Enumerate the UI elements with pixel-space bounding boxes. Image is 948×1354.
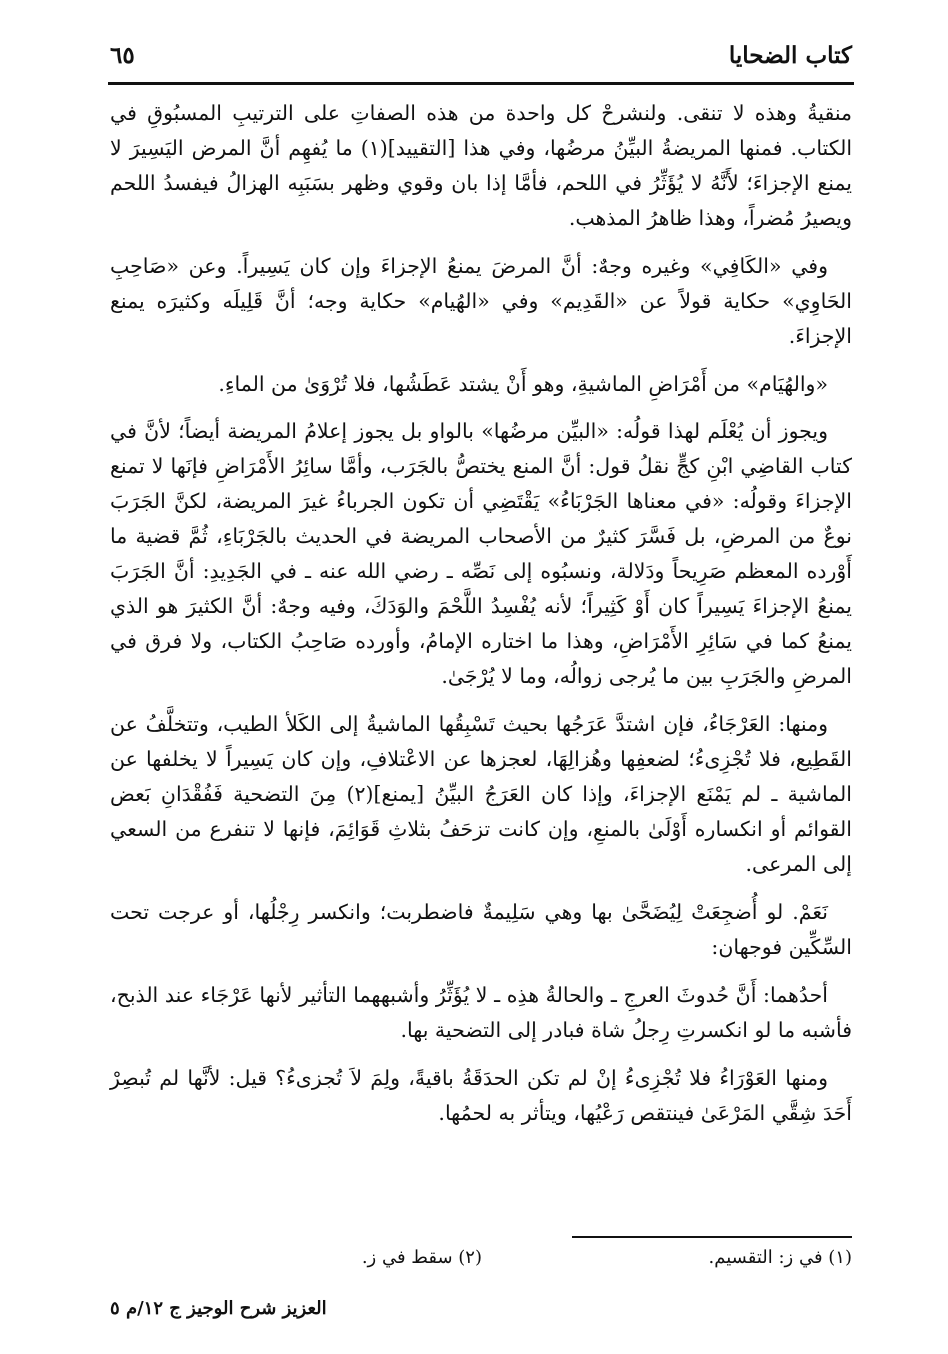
footnotes — [110, 1247, 852, 1277]
page-number: ٦٥ — [110, 42, 135, 69]
running-title: كتاب الضحايا — [728, 42, 852, 69]
main-text — [110, 96, 852, 1144]
paragraph-1: منقيةُ وهذه لا تنقى. ولنشرحْ كل واحدة من هذه الصفاتِ على الترتيبِ المسبُوقِ في الكتاب. فمنها المريضةُ البيِّنُ مرضُها، وفي هذا [التقييد](١) ما يُفهِم أنَّ المرض اليَسِيرَ لا يمنع الإجزاءَ؛ لأَنَّهُ لا يُؤَثِّرُ في اللحم، فأمَّا إذا بان وقوي وظهر بسَبَبِه الهزالُ فيفسدُ اللحم ويصيرُ مُضراً، وهذا ظاهرُ المذهب. — [110, 101, 853, 230]
footnote-rule — [572, 1236, 852, 1238]
header-rule — [108, 82, 854, 85]
footnote-2: (٢) سقط في ز. — [361, 1247, 482, 1268]
paragraph-6: نَعَمْ. لو أُضجِعَتْ لِيُضَحَّىٰ بها وهي سَلِيمةٌ فاضطربت؛ وانكسر رِجْلُها، أو عرجت تحت السِّكِّين فوجهان: — [110, 900, 852, 959]
paragraph-7: أحدُهما: أَنَّ حُدوثَ العرجِ ـ والحالةُ هذِه ـ لا يُؤَثِّرُ وأشبههما التأثير لأنها عَرْجَاء عند الذبح، فأشبه ما لو انكسرتِ رِجلُ شاة فبادر إلى التضحية بها. — [110, 983, 852, 1042]
page-footer: العزيز شرح الوجيز ج ١٢/م ٥ — [110, 1298, 327, 1319]
paragraph-5: ومنها: العَرْجَاءُ، فإن اشتدَّ عَرَجُها بحيث تَسْبِقُها الماشيةُ إلى الكَلأ الطيب، وتتخلَّفُ عن القَطِيع، فلا تُجْزِىءُ؛ لضعفِها وهُزالِهَا، لعجزها عن الاعْتلافِ، وإن كان يَسِيراً لا يخلفها عن الماشية ـ لم يَمْنَع الإجزاءَ، وإذا كان العَرَجُ البيِّنُ [يمنع](٢) مِنَ التضحية فَفُقْدَانِ بَعض القوائم أو انكساره أَوْلَىٰ بالمنعِ، وإن كانت تزحَفُ بثلاثِ قَوَائِمَ، فإنها لا تنفرع من السعي إلى المرعى. — [110, 712, 852, 876]
paragraph-4: ويجوز أن يُعْلَم لهذا قولُه: «البيِّن مرضُها» بالواو بل يجوز إعلامُ المريضة أيضاً؛ لأنَّ في كتاب القاضِي ابْنِ كجٍّ نقلُ قول: أنَّ المنع يختصُّ بالجَرَب، وأمَّا سائِرُ الأَمْرَاضِ فإنَها لا تمنع الإجزاءَ وقولُه: «في معناها الجَرْبَاءُ» يَقْتَضِي أن تكون الجرباءُ غيرَ المريضة، لكنَّ الجَرَبَ نوعٌ من المرضِ، بل فَسَّرَ كثيرٌ من الأصحاب المريضة في الحديث بالجَرْبَاءِ، ثُمَّ قضية ما أَوْرده المعظم صَرِيحاً ودَلالة، ونسبُوه إلى نَصِّه ـ رضي الله عنه ـ في الجَدِيدِ: أنَّ الجَرَبَ يمنعُ الإجزاءَ يَسِيراً كان أَوْ كَثِيراً؛ لأنه يُفْسِدُ اللَّحْمَ والوَدَكَ، وفيه وجهٌ: أنَّ الكثيرَ هو الذي يمنعُ كما في سَائِرِ الأَمْرَاضِ، وهذا ما اختاره الإمامُ، وأورده صَاحِبُ الكتاب، ولا فرق في المرضِ والجَرَبِ بين ما يُرجى زوالُه، وما لا يُرْجَىٰ. — [110, 419, 852, 688]
footnote-1: (١) في ز: التقسيم. — [708, 1247, 852, 1268]
page-header — [110, 38, 852, 78]
paragraph-8: ومنها العَوْرَاءُ فلا تُجْزِىءُ إنْ لم تكن الحدَقَةُ باقيةً، ولِمَ لاَ تُجزىءُ؟ قيل: لأنَّها لم تُبصِرْ أَحَدَ شِقَّي المَرْعَىٰ فينتقص رَعْيُها، ويتأثر به لحمُها. — [110, 1066, 852, 1125]
paragraph-3: «والهُيَام» من أَمْرَاضِ الماشيةِ، وهو أَنْ يشتد عَطَشُها، فلا تُرْوَىٰ من الماءِ. — [218, 372, 828, 396]
paragraph-2: وفي «الكَافِي» وغيره وجهٌ: أنَّ المرضَ يمنعُ الإجزاءَ وإن كان يَسِيراً. وعن «صَاحِبِ الحَاوِي» حكاية قولاً عن «القَدِيم» وفي «الهُيام» حكاية وجه؛ أنَّ قَلِيلَه وكثيرَه يمنع الإجزاءَ. — [110, 254, 852, 348]
